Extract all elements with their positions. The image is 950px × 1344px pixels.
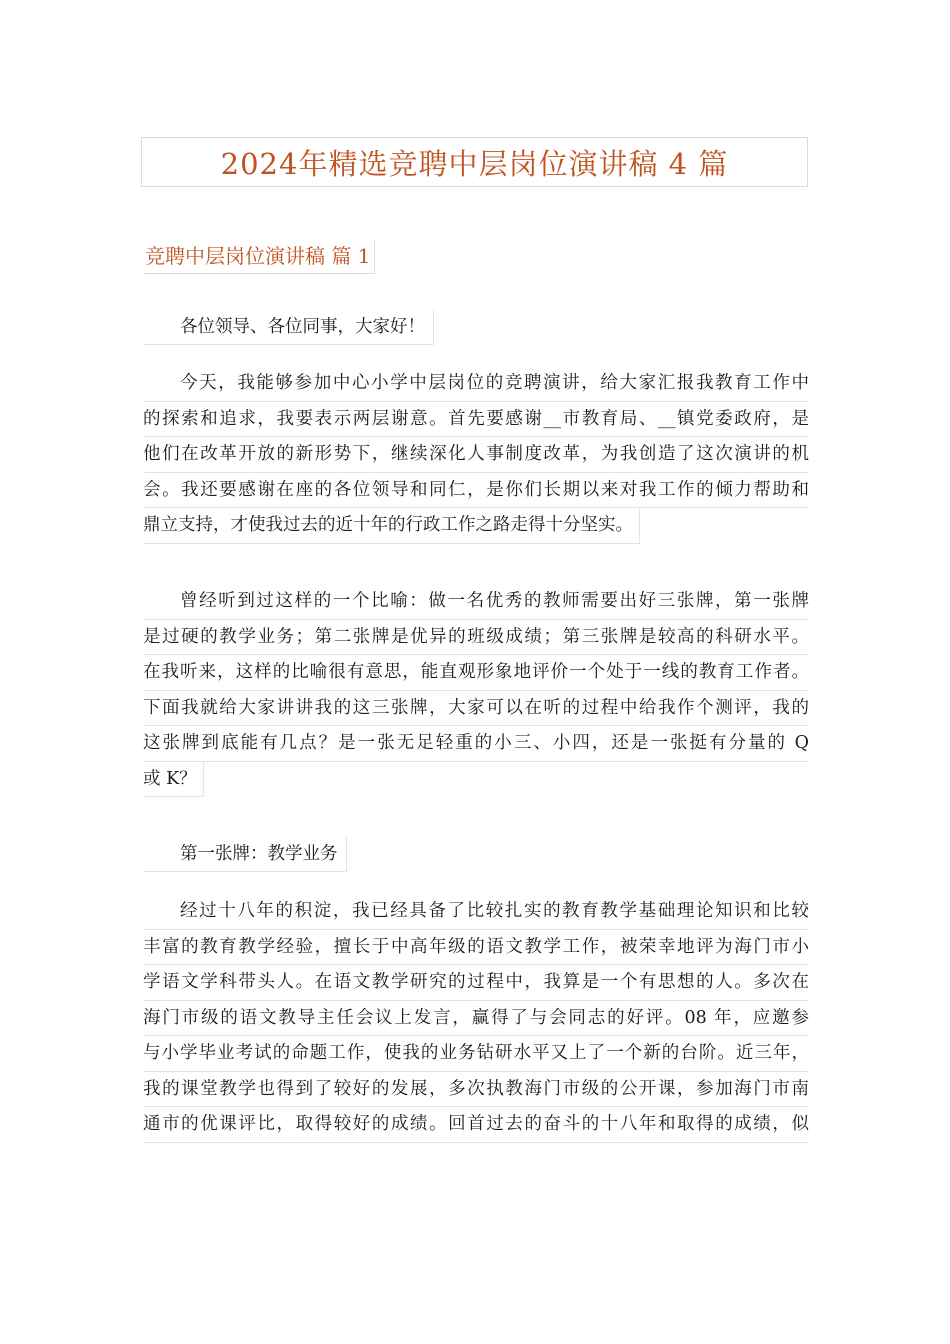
greeting-text: 各位领导、各位同事，大家好！ <box>180 317 425 337</box>
greeting-line <box>143 310 434 345</box>
paragraph-line: 今天，我能够参加中心小学中层岗位的竞聘演讲，给大家汇报我教育工作中 <box>143 366 809 402</box>
paragraph-line: 这张牌到底能有几点？是一张无足轻重的小三、小四，还是一张挺有分量的 Q <box>143 726 809 762</box>
paragraph-line: 的探索和追求，我要表示两层谢意。首先要感谢__市教育局、__镇党委政府，是 <box>143 402 809 438</box>
paragraph-line: 或 K？ <box>143 762 204 798</box>
paragraph-line: 是过硬的教学业务；第二张牌是优异的班级成绩；第三张牌是较高的科研水平。 <box>143 620 809 656</box>
title-box <box>141 137 808 187</box>
greeting-box <box>143 310 434 345</box>
paragraph-line: 鼎立支持，才使我过去的近十年的行政工作之路走得十分坚实。 <box>143 508 640 544</box>
paragraph-2 <box>143 584 809 802</box>
paragraph-line: 通市的优课评比，取得较好的成绩。回首过去的奋斗的十八年和取得的成绩，似 <box>143 1107 809 1143</box>
paragraph-line: 会。我还要感谢在座的各位领导和同仁，是你们长期以来对我工作的倾力帮助和 <box>143 473 809 509</box>
paragraph-line: 下面我就给大家讲讲我的这三张牌，大家可以在听的过程中给我作个测评，我的 <box>143 691 809 727</box>
paragraph-1 <box>143 366 809 549</box>
paragraph-3 <box>143 894 809 1143</box>
paragraph-line: 曾经听到过这样的一个比喻：做一名优秀的教师需要出好三张牌，第一张牌 <box>143 584 809 620</box>
paragraph-line: 海门市级的语文教导主任会议上发言，赢得了与会同志的好评。08 年，应邀参 <box>143 1001 809 1037</box>
paragraph-line: 学语文学科带头人。在语文教学研究的过程中，我算是一个有思想的人。多次在 <box>143 965 809 1001</box>
paragraph-line: 在我听来，这样的比喻很有意思，能直观形象地评价一个处于一线的教育工作者。 <box>143 655 809 691</box>
document-title: 2024年精选竞聘中层岗位演讲稿 4 篇 <box>220 146 729 181</box>
paragraph-line: 与小学毕业考试的命题工作，使我的业务钻研水平又上了一个新的台阶。近三年， <box>143 1036 809 1072</box>
subheading-box <box>143 837 347 872</box>
paragraph-line: 他们在改革开放的新形势下，继续深化人事制度改革，为我创造了这次演讲的机 <box>143 437 809 473</box>
subheading-line <box>143 837 347 872</box>
paragraph-line: 丰富的教育教学经验，擅长于中高年级的语文教学工作，被荣幸地评为海门市小 <box>143 930 809 966</box>
section-heading: 竞聘中层岗位演讲稿 篇 1 <box>143 239 375 274</box>
paragraph-line: 我的课堂教学也得到了较好的发展，多次执教海门市级的公开课，参加海门市南 <box>143 1072 809 1108</box>
paragraph-line: 经过十八年的积淀，我已经具备了比较扎实的教育教学基础理论知识和比较 <box>143 894 809 930</box>
subheading-text: 第一张牌：教学业务 <box>180 844 338 864</box>
